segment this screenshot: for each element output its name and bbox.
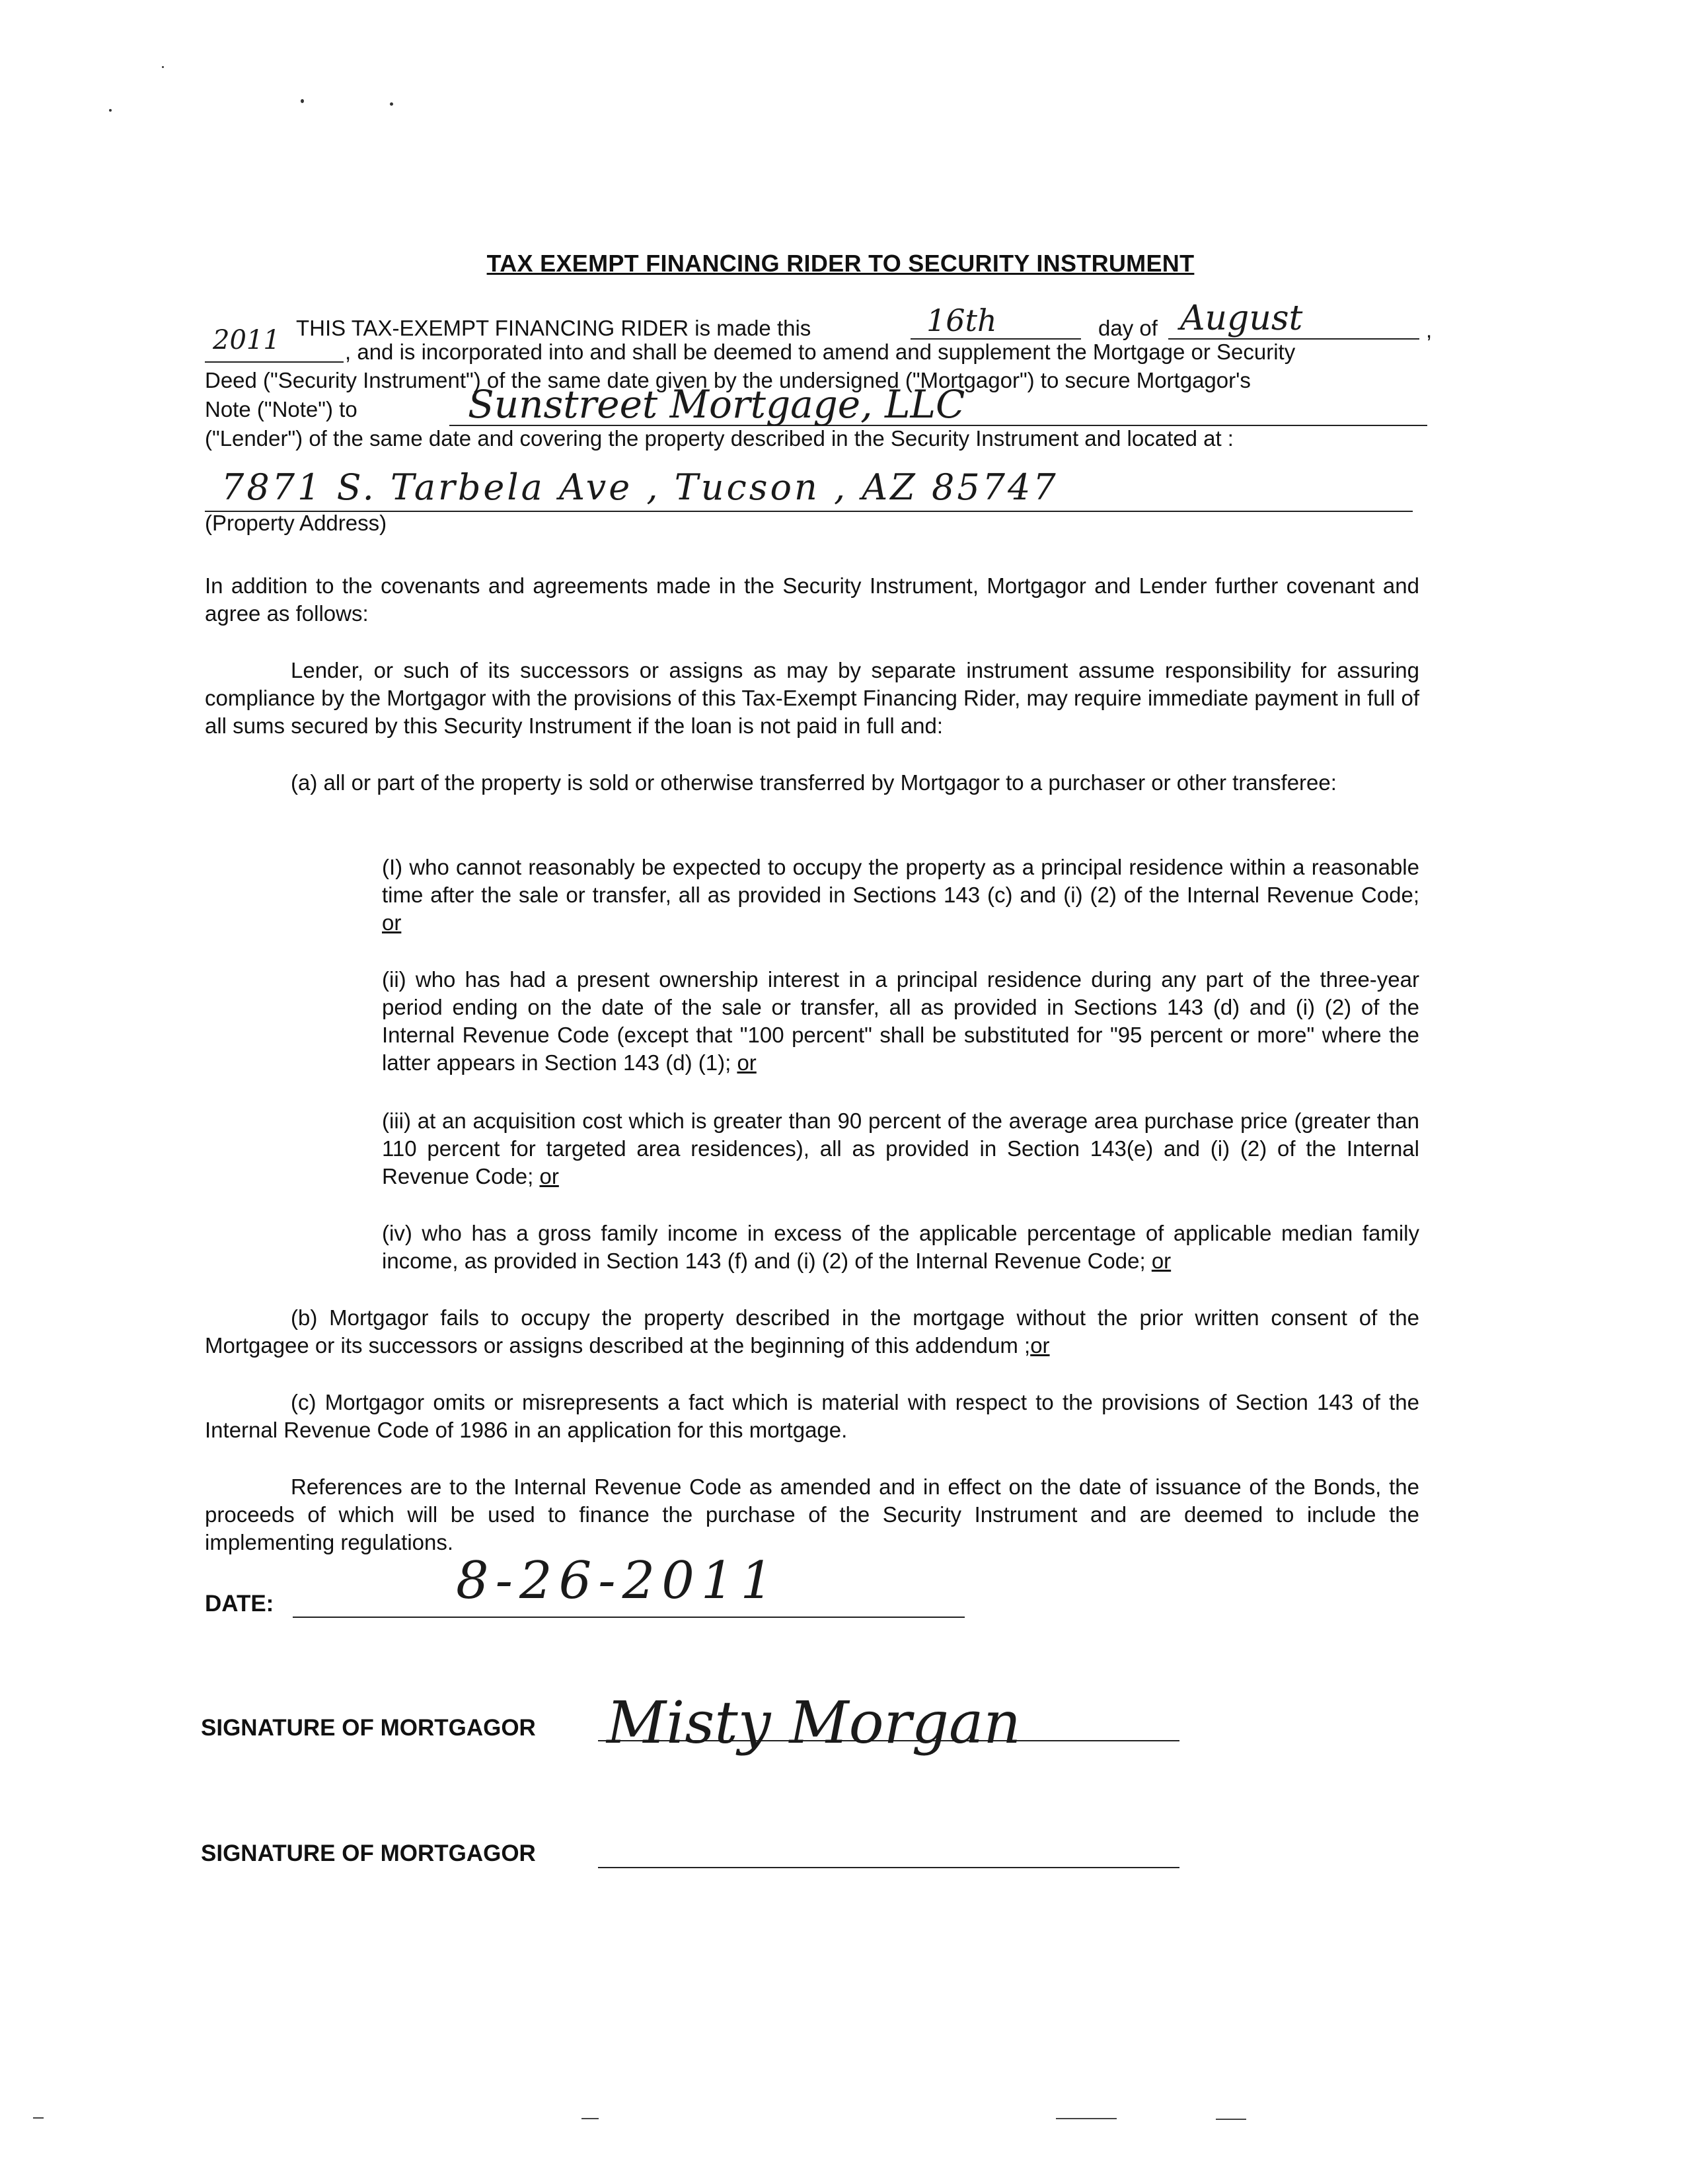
intro-text-1b: day of bbox=[1098, 316, 1158, 340]
subclause-ii bbox=[382, 966, 1419, 1077]
subclause-iii-or: or bbox=[539, 1164, 559, 1188]
subclause-i-or: or bbox=[382, 910, 402, 935]
lender-handwritten: Sunstreet Mortgage, LLC bbox=[468, 382, 965, 427]
intro-text-1a: THIS TAX-EXEMPT FINANCING RIDER is made this bbox=[296, 316, 811, 340]
scan-mark bbox=[1056, 2118, 1117, 2119]
intro-line-4: Note ("Note") to bbox=[205, 397, 357, 421]
clause-b-text: (b) Mortgagor fails to occupy the property described in the mortgage without the prior written consent of the Mortgagee or its successors or assigns described at the beginning of this addendum ; bbox=[205, 1305, 1419, 1358]
intro-line-2: , and is incorporated into and shall be deemed to amend and supplement the Mortgage or Security bbox=[345, 340, 1296, 364]
intro-line-3: Deed ("Security Instrument") of the same date given by the undersigned ("Mortgagor") to secure Mortgagor's bbox=[205, 368, 1251, 392]
subclause-iii bbox=[382, 1107, 1419, 1190]
scan-mark bbox=[581, 2118, 599, 2119]
signature-label-1: SIGNATURE OF MORTGAGOR bbox=[201, 1715, 536, 1741]
subclause-iv bbox=[382, 1219, 1419, 1275]
signature-handwritten-1: Misty Morgan bbox=[607, 1689, 1022, 1757]
date-line bbox=[293, 1617, 965, 1618]
month-handwritten: August bbox=[1180, 299, 1303, 338]
scan-mark bbox=[33, 2117, 44, 2119]
intro-text-1c: , bbox=[1426, 318, 1433, 342]
year-blank bbox=[205, 361, 344, 363]
address-label: (Property Address) bbox=[205, 511, 387, 535]
subclause-i-text: (I) who cannot reasonably be expected to occupy the property as a principal residence within a reasonable time after the sale or transfer, all as provided in Sections 143 (c) and (i) (2) of the Internal Revenue Code; bbox=[382, 855, 1419, 907]
date-handwritten: 8-26-2011 bbox=[456, 1551, 780, 1611]
address-handwritten: 7871 S. Tarbela Ave , Tucson , AZ 85747 bbox=[221, 466, 1059, 508]
scan-speck bbox=[109, 109, 112, 112]
subclause-iii-text: (iii) at an acquisition cost which is greater than 90 percent of the average area purchase price (greater than 110 percent for targeted area residences), all as provided in Section 143(e) and (i) (2) of the Internal Revenue Code; bbox=[382, 1109, 1419, 1188]
day-handwritten: 16th bbox=[926, 303, 997, 338]
subclause-iv-text: (iv) who has a gross family income in excess of the applicable percentage of applicable median family income, as provided in Section 143 (f) and (i) (2) of the Internal Revenue Code; bbox=[382, 1221, 1419, 1273]
clause-a: (a) all or part of the property is sold or otherwise transferred by Mortgagor to a purchaser or other transferee: bbox=[291, 770, 1337, 795]
date-label: DATE: bbox=[205, 1591, 274, 1617]
scan-speck bbox=[162, 66, 164, 68]
clause-b bbox=[205, 1304, 1419, 1360]
references-paragraph: References are to the Internal Revenue Code as amended and in effect on the date of issuance of the Bonds, the proceeds of which will be used to finance the purchase of the Security Instrument and are deemed to include the implementing regulations. bbox=[205, 1474, 1419, 1554]
signature-line-2 bbox=[598, 1867, 1179, 1868]
scan-mark bbox=[1216, 2119, 1246, 2120]
subclause-i bbox=[382, 854, 1419, 937]
subclause-ii-text: (ii) who has had a present ownership interest in a principal residence during any part of the three-year period ending on the date of the sale or transfer, all as provided in Sections 143 (d) and (i) (2) of the Internal Revenue Code (except that "100 percent" shall be substituted for "95 percent or more" where the latter appears in Section 143 (d) (1); bbox=[382, 967, 1419, 1075]
year-handwritten: 2011 bbox=[213, 325, 280, 355]
subclause-iv-or: or bbox=[1151, 1249, 1172, 1273]
intro-line-1 bbox=[296, 315, 811, 342]
lender-paragraph: Lender, or such of its successors or assigns as may by separate instrument assume responsibility for assuring compliance by the Mortgagor with the provisions of this Tax-Exempt Financing Rider, may require immediate payment in full of all sums secured by this Security Instrument if the loan is not paid in full and: bbox=[205, 658, 1419, 738]
signature-label-2: SIGNATURE OF MORTGAGOR bbox=[201, 1840, 536, 1866]
scan-speck bbox=[301, 99, 304, 103]
clause-c: (c) Mortgagor omits or misrepresents a fact which is material with respect to the provisions of Section 143 of the Internal Revenue Code of 1986 in an application for this mortgage. bbox=[205, 1390, 1419, 1442]
subclause-ii-or: or bbox=[737, 1050, 757, 1075]
scan-speck bbox=[390, 102, 393, 106]
intro-line-5: ("Lender") of the same date and covering the property described in the Security Instrument and located at : bbox=[205, 426, 1234, 451]
covenant-intro: In addition to the covenants and agreements made in the Security Instrument, Mortgagor and Lender further covenant and agree as follows: bbox=[205, 573, 1419, 626]
clause-b-or: or bbox=[1030, 1333, 1050, 1358]
document-title: TAX EXEMPT FINANCING RIDER TO SECURITY INSTRUMENT bbox=[486, 250, 1195, 277]
